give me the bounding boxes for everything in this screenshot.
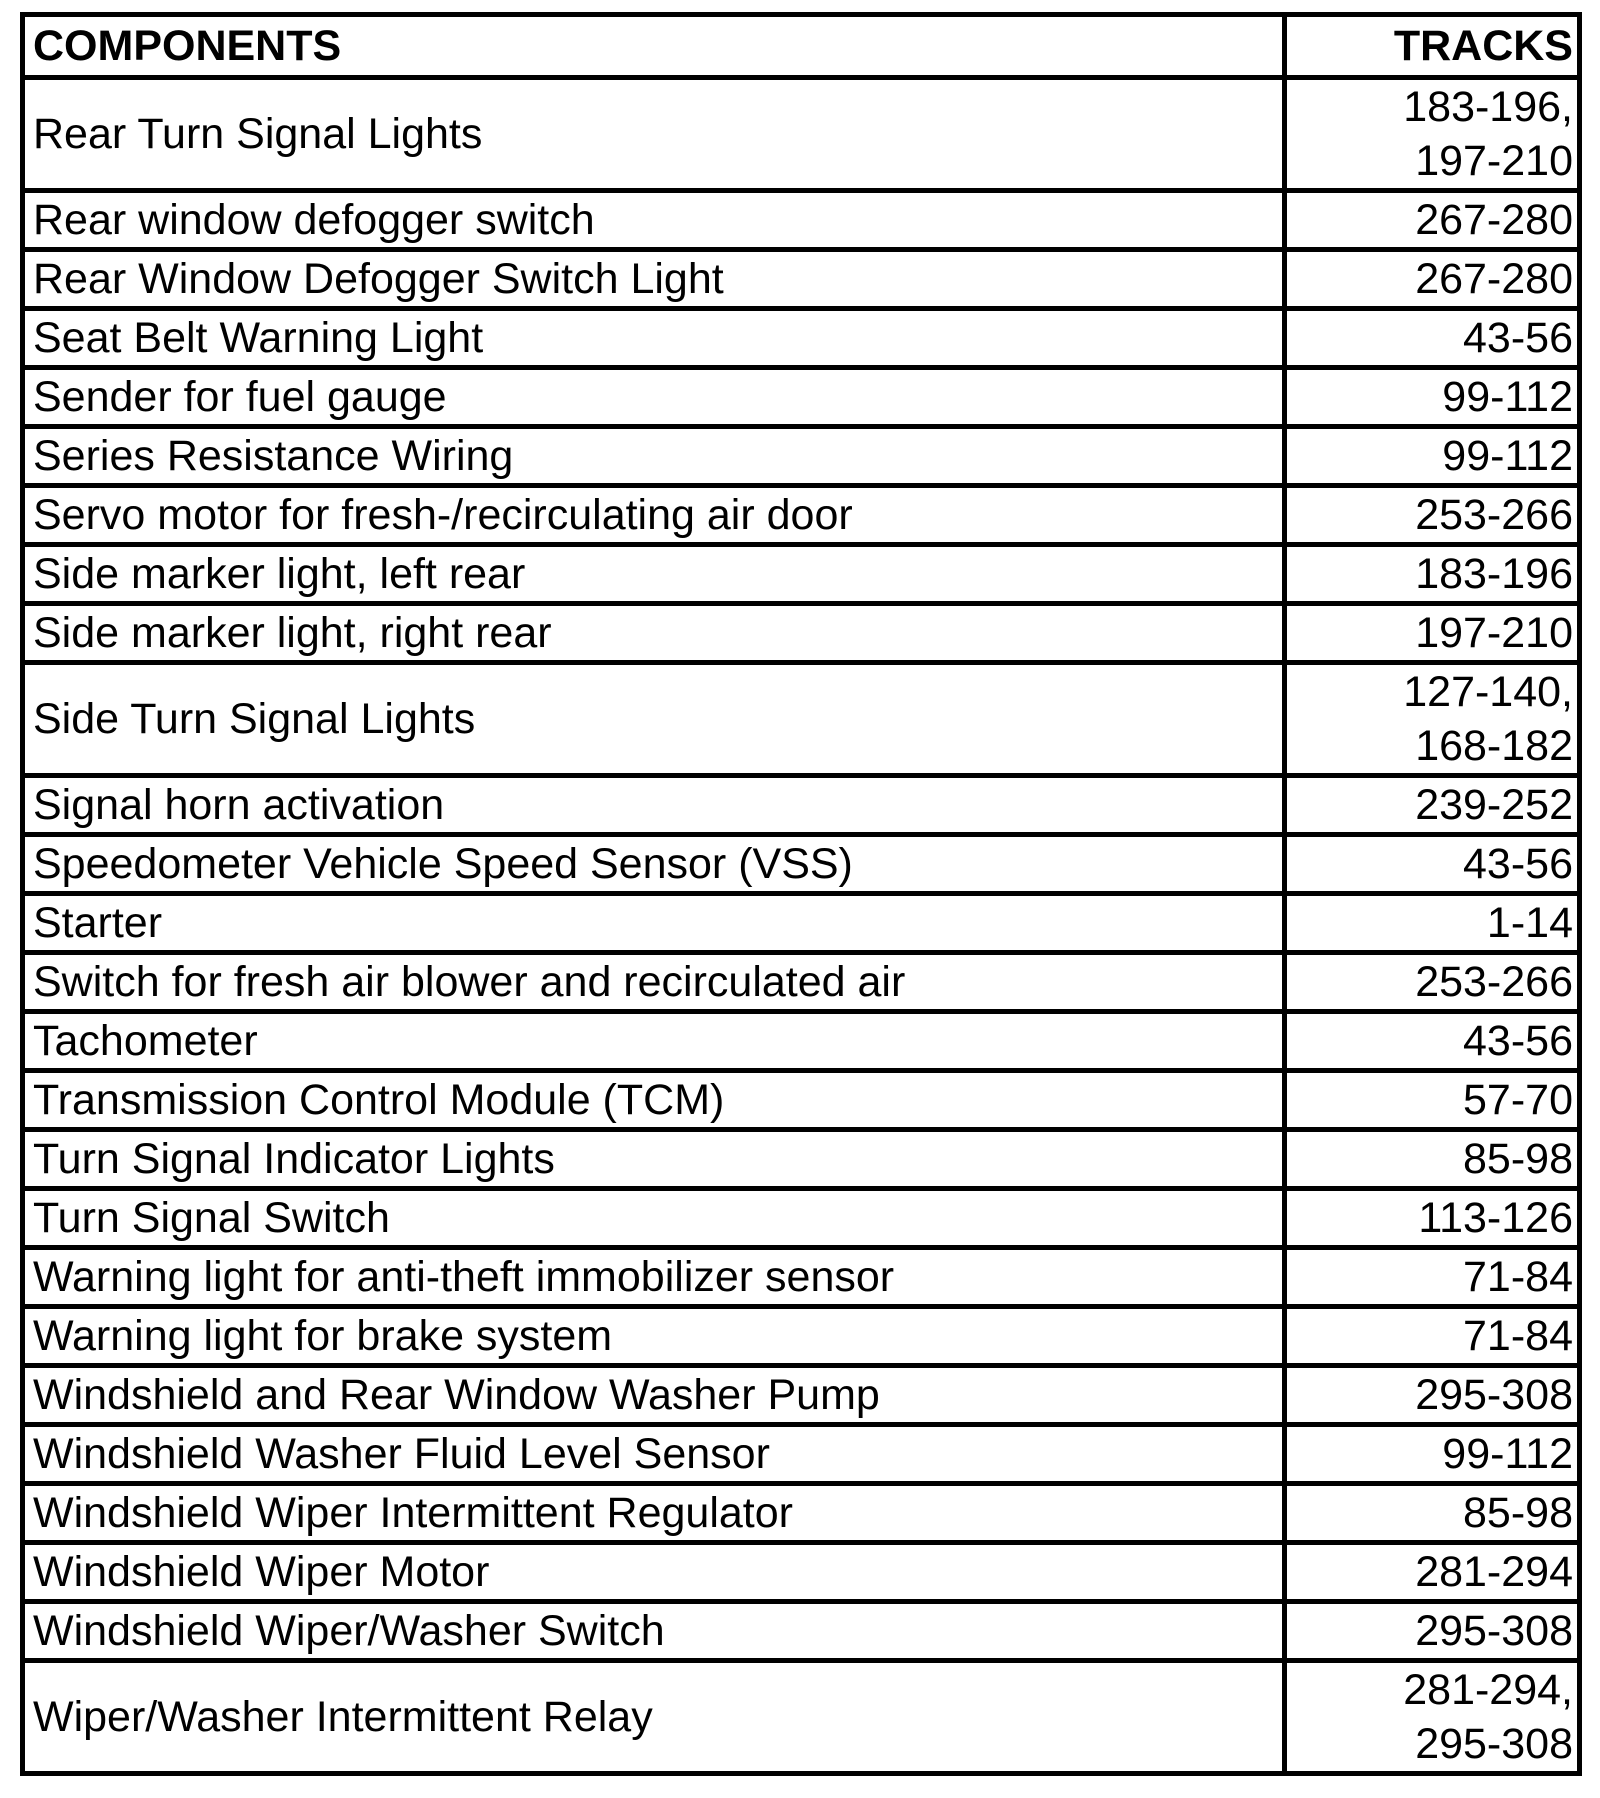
track-range: 183-196, (1403, 83, 1573, 131)
component-cell: Transmission Control Module (TCM) (23, 1071, 1285, 1130)
component-cell: Warning light for anti-theft immobilizer sensor (23, 1248, 1285, 1307)
table-row (23, 545, 1580, 604)
component-cell: Windshield Wiper Motor (23, 1543, 1285, 1602)
tracks-cell (1285, 1543, 1580, 1602)
component-cell: Side marker light, right rear (23, 604, 1285, 663)
track-range: 99-112 (1442, 1430, 1573, 1478)
track-range: 1-14 (1486, 899, 1573, 947)
tracks-cell (1285, 427, 1580, 486)
track-range: 57-70 (1463, 1076, 1573, 1124)
track-range: 85-98 (1463, 1489, 1573, 1537)
component-cell: Series Resistance Wiring (23, 427, 1285, 486)
component-cell: Windshield Wiper/Washer Switch (23, 1602, 1285, 1661)
track-range: 99-112 (1442, 432, 1573, 480)
table-row (23, 78, 1580, 191)
table-row (23, 191, 1580, 250)
component-cell: Signal horn activation (23, 776, 1285, 835)
component-cell: Side marker light, left rear (23, 545, 1285, 604)
component-cell: Windshield Washer Fluid Level Sensor (23, 1425, 1285, 1484)
tracks-cell (1285, 545, 1580, 604)
table-row (23, 1602, 1580, 1661)
track-range: 113-126 (1418, 1194, 1573, 1242)
tracks-cell (1285, 1307, 1580, 1366)
track-range: 85-98 (1463, 1135, 1573, 1183)
tracks-cell (1285, 835, 1580, 894)
track-range: 43-56 (1463, 840, 1573, 888)
components-tracks-table (20, 12, 1582, 1776)
header-tracks: TRACKS (1285, 15, 1580, 78)
track-range: 99-112 (1442, 373, 1573, 421)
tracks-cell (1285, 309, 1580, 368)
tracks-cell (1285, 1071, 1580, 1130)
table-row (23, 1130, 1580, 1189)
table-row (23, 1071, 1580, 1130)
track-range: 71-84 (1463, 1253, 1573, 1301)
tracks-cell (1285, 1012, 1580, 1071)
table-row (23, 1425, 1580, 1484)
component-cell: Turn Signal Indicator Lights (23, 1130, 1285, 1189)
component-cell: Starter (23, 894, 1285, 953)
table-row (23, 427, 1580, 486)
tracks-cell (1285, 1130, 1580, 1189)
tracks-cell (1285, 368, 1580, 427)
table-row (23, 894, 1580, 953)
tracks-cell (1285, 1661, 1580, 1774)
component-cell: Side Turn Signal Lights (23, 663, 1285, 776)
table-row (23, 604, 1580, 663)
track-range: 267-280 (1415, 196, 1573, 244)
tracks-cell (1285, 894, 1580, 953)
component-cell: Windshield and Rear Window Washer Pump (23, 1366, 1285, 1425)
table-row (23, 1012, 1580, 1071)
tracks-cell (1285, 604, 1580, 663)
table-header-row (23, 15, 1580, 78)
tracks-cell (1285, 1248, 1580, 1307)
table-row (23, 250, 1580, 309)
tracks-cell (1285, 191, 1580, 250)
component-cell: Seat Belt Warning Light (23, 309, 1285, 368)
component-cell: Rear Turn Signal Lights (23, 78, 1285, 191)
tracks-cell (1285, 776, 1580, 835)
track-range: 295-308 (1415, 1607, 1573, 1655)
tracks-cell (1285, 250, 1580, 309)
table-row (23, 776, 1580, 835)
tracks-cell (1285, 1366, 1580, 1425)
component-cell: Wiper/Washer Intermittent Relay (23, 1661, 1285, 1774)
track-range: 43-56 (1463, 314, 1573, 362)
tracks-cell (1285, 1484, 1580, 1543)
table-row (23, 1543, 1580, 1602)
track-range: 281-294 (1415, 1548, 1573, 1596)
track-range: 295-308 (1415, 1371, 1573, 1419)
component-cell: Windshield Wiper Intermittent Regulator (23, 1484, 1285, 1543)
track-range: 281-294, (1403, 1666, 1573, 1714)
component-cell: Switch for fresh air blower and recirculated air (23, 953, 1285, 1012)
component-cell: Warning light for brake system (23, 1307, 1285, 1366)
table-row (23, 1484, 1580, 1543)
table-row (23, 835, 1580, 894)
component-cell: Sender for fuel gauge (23, 368, 1285, 427)
component-cell: Speedometer Vehicle Speed Sensor (VSS) (23, 835, 1285, 894)
table-row (23, 1366, 1580, 1425)
table-row (23, 663, 1580, 776)
tracks-cell (1285, 78, 1580, 191)
track-range: 183-196 (1415, 550, 1573, 598)
track-range: 43-56 (1463, 1017, 1573, 1065)
component-cell: Rear window defogger switch (23, 191, 1285, 250)
table-row (23, 1248, 1580, 1307)
track-range: 295-308 (1415, 1720, 1573, 1768)
table-row (23, 1661, 1580, 1774)
track-range: 267-280 (1415, 255, 1573, 303)
table-row (23, 486, 1580, 545)
track-range: 127-140, (1403, 668, 1573, 716)
table-row (23, 953, 1580, 1012)
track-range: 197-210 (1415, 137, 1573, 185)
header-components: COMPONENTS (23, 15, 1285, 78)
tracks-cell (1285, 953, 1580, 1012)
tracks-cell (1285, 1189, 1580, 1248)
tracks-cell (1285, 1602, 1580, 1661)
track-range: 253-266 (1415, 958, 1573, 1006)
tracks-cell (1285, 663, 1580, 776)
tracks-cell (1285, 1425, 1580, 1484)
track-range: 168-182 (1415, 722, 1573, 770)
component-cell: Rear Window Defogger Switch Light (23, 250, 1285, 309)
component-cell: Tachometer (23, 1012, 1285, 1071)
track-range: 253-266 (1415, 491, 1573, 539)
track-range: 71-84 (1463, 1312, 1573, 1360)
track-range: 197-210 (1415, 609, 1573, 657)
table-row (23, 1307, 1580, 1366)
track-range: 239-252 (1415, 781, 1573, 829)
table-row (23, 1189, 1580, 1248)
component-cell: Servo motor for fresh-/recirculating air door (23, 486, 1285, 545)
table-row (23, 368, 1580, 427)
tracks-cell (1285, 486, 1580, 545)
table-row (23, 309, 1580, 368)
component-cell: Turn Signal Switch (23, 1189, 1285, 1248)
